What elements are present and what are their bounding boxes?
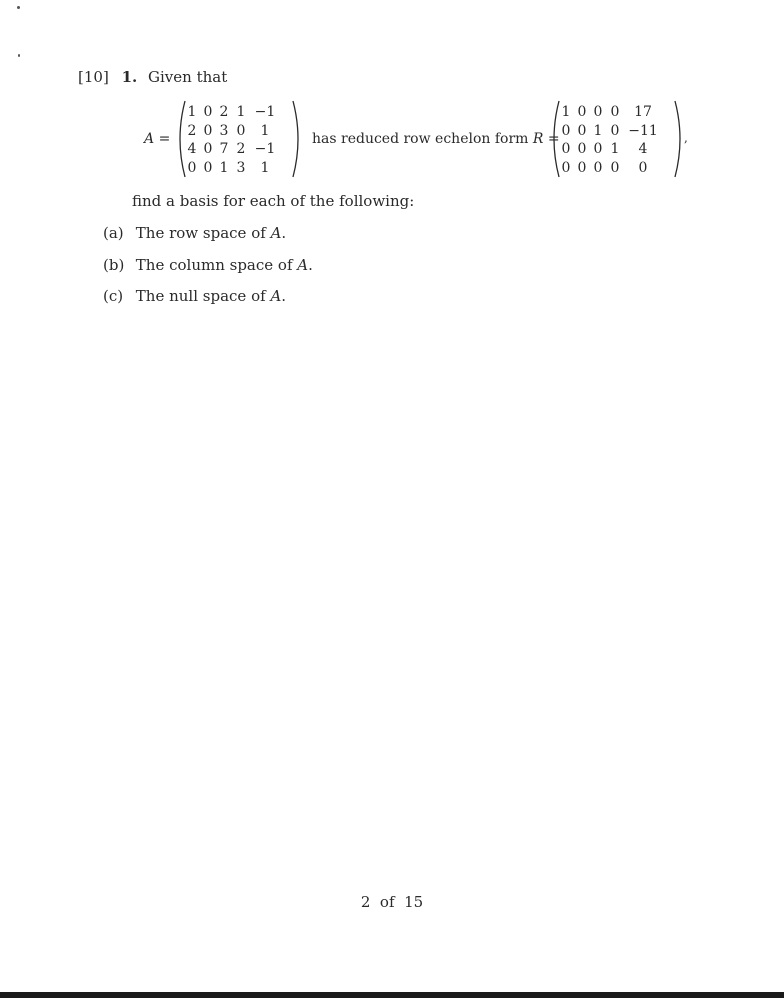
matrix-a-entries <box>184 103 280 177</box>
part-var: A <box>297 256 309 274</box>
matrix_a-entry: 0 <box>203 141 213 157</box>
part-text: The null space of <box>135 287 266 305</box>
matrix_a-entry: −1 <box>254 141 276 157</box>
part-var: A <box>270 224 282 242</box>
bottom-rule <box>0 992 784 998</box>
matrix_a-entry: 1 <box>260 159 270 176</box>
question-marks: [10] <box>78 68 109 86</box>
part-text: The column space of <box>135 256 293 274</box>
matrix_a-entry: 1 <box>187 104 197 120</box>
matrix_a-entry: 0 <box>187 159 197 176</box>
matrix_r-entry: 1 <box>561 104 571 120</box>
matrix_r-entry: 0 <box>561 122 571 139</box>
scan-speck <box>18 54 20 57</box>
matrix_r-entry: 0 <box>610 104 620 120</box>
matrix_r-entry: 0 <box>577 104 587 120</box>
question-header <box>78 68 227 86</box>
part-a: (a) The row space of A. <box>103 224 287 242</box>
question-number: 1. <box>121 68 138 86</box>
part-label: (c) <box>103 287 124 305</box>
matrix-a-label: A = <box>144 131 171 147</box>
matrix_a-entry: 2 <box>187 122 197 139</box>
matrix_r-entry: 0 <box>577 122 587 139</box>
matrix_r-entry: 17 <box>634 104 652 120</box>
connector-text: has reduced row echelon form R = <box>312 131 560 147</box>
matrix_a-entry: 0 <box>203 122 213 139</box>
matrix_r-entry: 0 <box>638 159 648 176</box>
instruction-text: find a basis for each of the following: <box>132 192 415 210</box>
matrix_a-entry: 3 <box>219 122 229 139</box>
matrix_a-entry: 4 <box>187 141 197 157</box>
matrix_r-entry: 0 <box>610 122 620 139</box>
matrix_r-entry: 0 <box>561 159 571 176</box>
page-number: 2 of 15 <box>360 893 424 911</box>
matrix_a-entry: −1 <box>254 104 276 120</box>
matrix_a-entry: 2 <box>219 104 229 120</box>
part-label: (b) <box>103 256 125 274</box>
scan-speck <box>17 6 20 9</box>
matrix_a-entry: 2 <box>236 141 246 157</box>
question-intro: Given that <box>148 68 228 86</box>
matrix_a-entry: 0 <box>236 122 246 139</box>
part-var: A <box>270 287 282 305</box>
part-label: (a) <box>103 224 124 242</box>
matrix_r-entry: 4 <box>638 141 648 157</box>
trailing-comma: , <box>684 131 688 145</box>
matrix_a-entry: 3 <box>236 159 246 176</box>
matrix_a-entry: 7 <box>219 141 229 157</box>
matrix-equation <box>144 100 704 180</box>
matrix_r-entry: 0 <box>593 104 603 120</box>
matrix_r-entry: 0 <box>561 141 571 157</box>
matrix_a-entry: 1 <box>260 122 270 139</box>
part-b: (b) The column space of A. <box>103 256 313 274</box>
right-paren <box>292 100 304 178</box>
matrix_r-entry: 0 <box>593 159 603 176</box>
matrix_a-entry: 0 <box>203 159 213 176</box>
matrix_a-entry: 1 <box>236 104 246 120</box>
matrix_r-entry: 1 <box>610 141 620 157</box>
matrix_r-entry: 0 <box>610 159 620 176</box>
matrix_a-entry: 0 <box>203 104 213 120</box>
part-text: The row space of <box>135 224 266 242</box>
matrix_a-entry: 1 <box>219 159 229 176</box>
part-c: (c) The null space of A. <box>103 287 287 305</box>
matrix_r-entry: 0 <box>577 159 587 176</box>
matrix-r-entries <box>558 103 662 177</box>
matrix_r-entry: 0 <box>577 141 587 157</box>
matrix_r-entry: 1 <box>593 122 603 139</box>
matrix_r-entry: −11 <box>628 122 658 139</box>
matrix_r-entry: 0 <box>593 141 603 157</box>
